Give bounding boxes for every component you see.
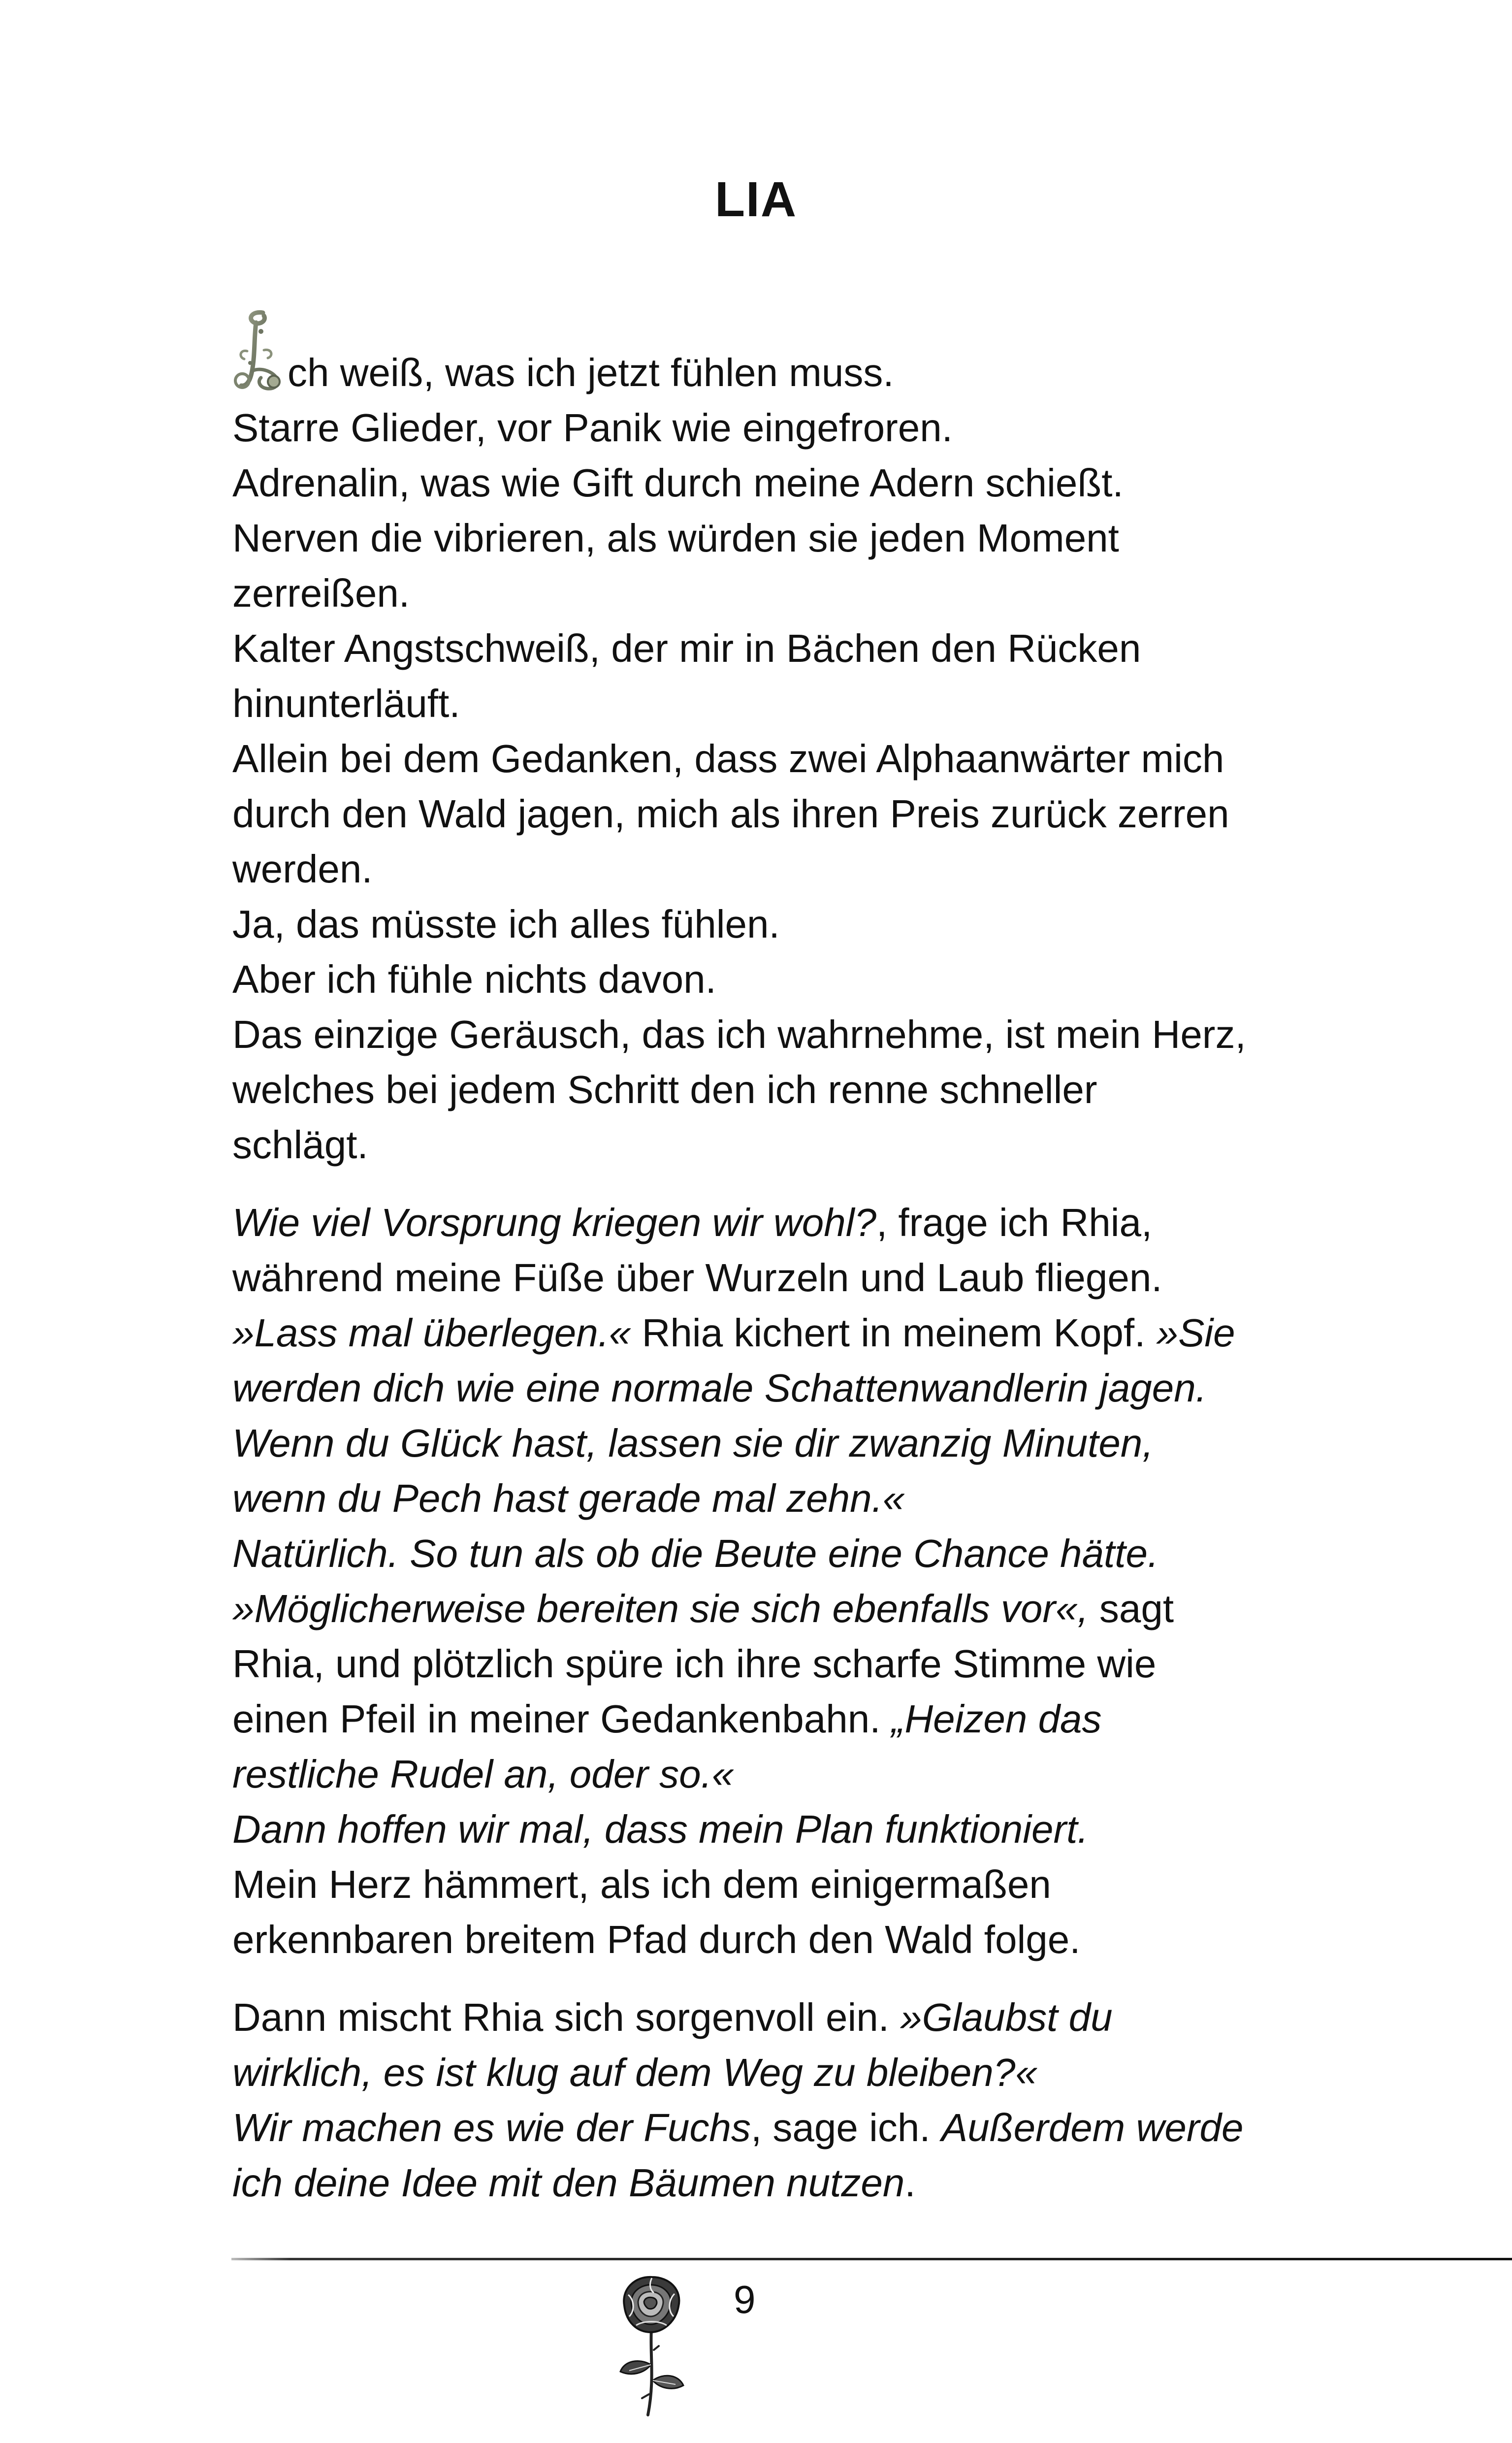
text-line: werden. bbox=[232, 847, 373, 891]
text-line bbox=[232, 1195, 1444, 1250]
text-line: welches bei jedem Schritt den ich renne schneller bbox=[232, 1068, 1097, 1111]
text-line bbox=[232, 1250, 1444, 1305]
text-line: Adrenalin, was wie Gift durch meine Adern schießt. bbox=[232, 461, 1124, 505]
text-line: Starre Glieder, vor Panik wie eingefroren. bbox=[232, 406, 953, 450]
text-line bbox=[232, 1857, 1444, 1912]
text-line bbox=[232, 1912, 1444, 1967]
text-line bbox=[232, 1526, 1444, 1581]
paragraph-closing bbox=[232, 1990, 1444, 2211]
text-line bbox=[232, 1581, 1444, 1636]
text-line bbox=[232, 1747, 1444, 1802]
text-line bbox=[232, 1802, 1444, 1857]
text-line: durch den Wald jagen, mich als ihren Preis zurück zerren bbox=[232, 792, 1229, 836]
text-line bbox=[232, 2100, 1444, 2155]
text-line: Aber ich fühle nichts davon. bbox=[232, 957, 716, 1001]
italic-text: »Lass mal überlegen.« bbox=[232, 1311, 631, 1355]
italic-text: restliche Rudel an, oder so.« bbox=[232, 1752, 734, 1796]
text-line: Allein bei dem Gedanken, dass zwei Alphaanwärter mich bbox=[232, 737, 1224, 781]
regular-text: , sage ich. bbox=[750, 2106, 941, 2150]
italic-text: wenn du Pech hast gerade mal zehn.« bbox=[232, 1476, 905, 1520]
regular-text: . bbox=[904, 2161, 916, 2205]
text-line: schlägt. bbox=[232, 1123, 368, 1167]
text-line bbox=[232, 1636, 1444, 1692]
text-line bbox=[232, 1416, 1444, 1471]
text-line bbox=[232, 1361, 1444, 1416]
italic-text: »Möglicherweise bereiten sie sich ebenfalls vor«, bbox=[232, 1587, 1089, 1630]
ornate-initial-icon bbox=[232, 308, 287, 394]
first-line bbox=[232, 345, 1444, 400]
text-line: Kalter Angstschweiß, der mir in Bächen den Rücken bbox=[232, 626, 1141, 670]
text-line: Das einzige Geräusch, das ich wahrnehme, ist mein Herz, bbox=[232, 1012, 1246, 1056]
italic-text: Wie viel Vorsprung kriegen wir wohl? bbox=[232, 1201, 876, 1244]
text-line: hinunterläuft. bbox=[232, 682, 460, 725]
italic-text: „Heizen das bbox=[891, 1697, 1102, 1741]
regular-text: erkennbaren breitem Pfad durch den Wald folge. bbox=[232, 1918, 1081, 1961]
first-line-text: ch weiß, was ich jetzt fühlen muss. bbox=[288, 351, 894, 394]
italic-text: Wenn du Glück hast, lassen sie dir zwanzig Minuten, bbox=[232, 1421, 1154, 1465]
text-line: Ja, das müsste ich alles fühlen. bbox=[232, 902, 780, 946]
chapter-body bbox=[232, 345, 1444, 2233]
regular-text: Rhia kichert in meinem Kopf. bbox=[631, 1311, 1157, 1355]
text-line: zerreißen. bbox=[232, 571, 410, 615]
italic-text: Wir machen es wie der Fuchs bbox=[232, 2106, 751, 2150]
italic-text: Dann hoffen wir mal, dass mein Plan funktioniert. bbox=[232, 1807, 1089, 1851]
text-line bbox=[232, 1471, 1444, 1526]
italic-text: wirklich, es ist klug auf dem Weg zu bleiben?« bbox=[232, 2051, 1037, 2094]
italic-text: Außerdem werde bbox=[941, 2106, 1244, 2150]
footer-divider bbox=[231, 2258, 1512, 2260]
text-line bbox=[232, 1305, 1444, 1361]
italic-text: Natürlich. So tun als ob die Beute eine Chance hätte. bbox=[232, 1531, 1159, 1575]
italic-text: »Glaubst du bbox=[900, 1995, 1113, 2039]
text-line bbox=[232, 1990, 1444, 2045]
regular-text: einen Pfeil in meiner Gedankenbahn. bbox=[232, 1697, 892, 1741]
text-line: Nerven die vibrieren, als würden sie jeden Moment bbox=[232, 516, 1119, 560]
italic-text: ich deine Idee mit den Bäumen nutzen bbox=[232, 2161, 905, 2205]
rose-icon bbox=[610, 2271, 693, 2419]
italic-text: werden dich wie eine normale Schattenwandlerin jagen. bbox=[232, 1366, 1207, 1410]
regular-text: Mein Herz hämmert, als ich dem einigermaßen bbox=[232, 1862, 1051, 1906]
page-number: 9 bbox=[734, 2278, 756, 2321]
regular-text: , frage ich Rhia, bbox=[876, 1201, 1153, 1244]
paragraph-opening bbox=[232, 345, 1444, 1173]
regular-text: Rhia, und plötzlich spüre ich ihre scharfe Stimme wie bbox=[232, 1642, 1157, 1686]
text-line bbox=[232, 2045, 1444, 2100]
italic-text: »Sie bbox=[1156, 1311, 1235, 1355]
text-line bbox=[232, 1692, 1444, 1747]
text-line bbox=[232, 2155, 1444, 2211]
regular-text: sagt bbox=[1088, 1587, 1174, 1630]
regular-text: während meine Füße über Wurzeln und Laub fliegen. bbox=[232, 1256, 1162, 1300]
chapter-title: LIA bbox=[714, 172, 798, 227]
regular-text: Dann mischt Rhia sich sorgenvoll ein. bbox=[232, 1995, 901, 2039]
paragraph-dialogue bbox=[232, 1195, 1444, 1967]
